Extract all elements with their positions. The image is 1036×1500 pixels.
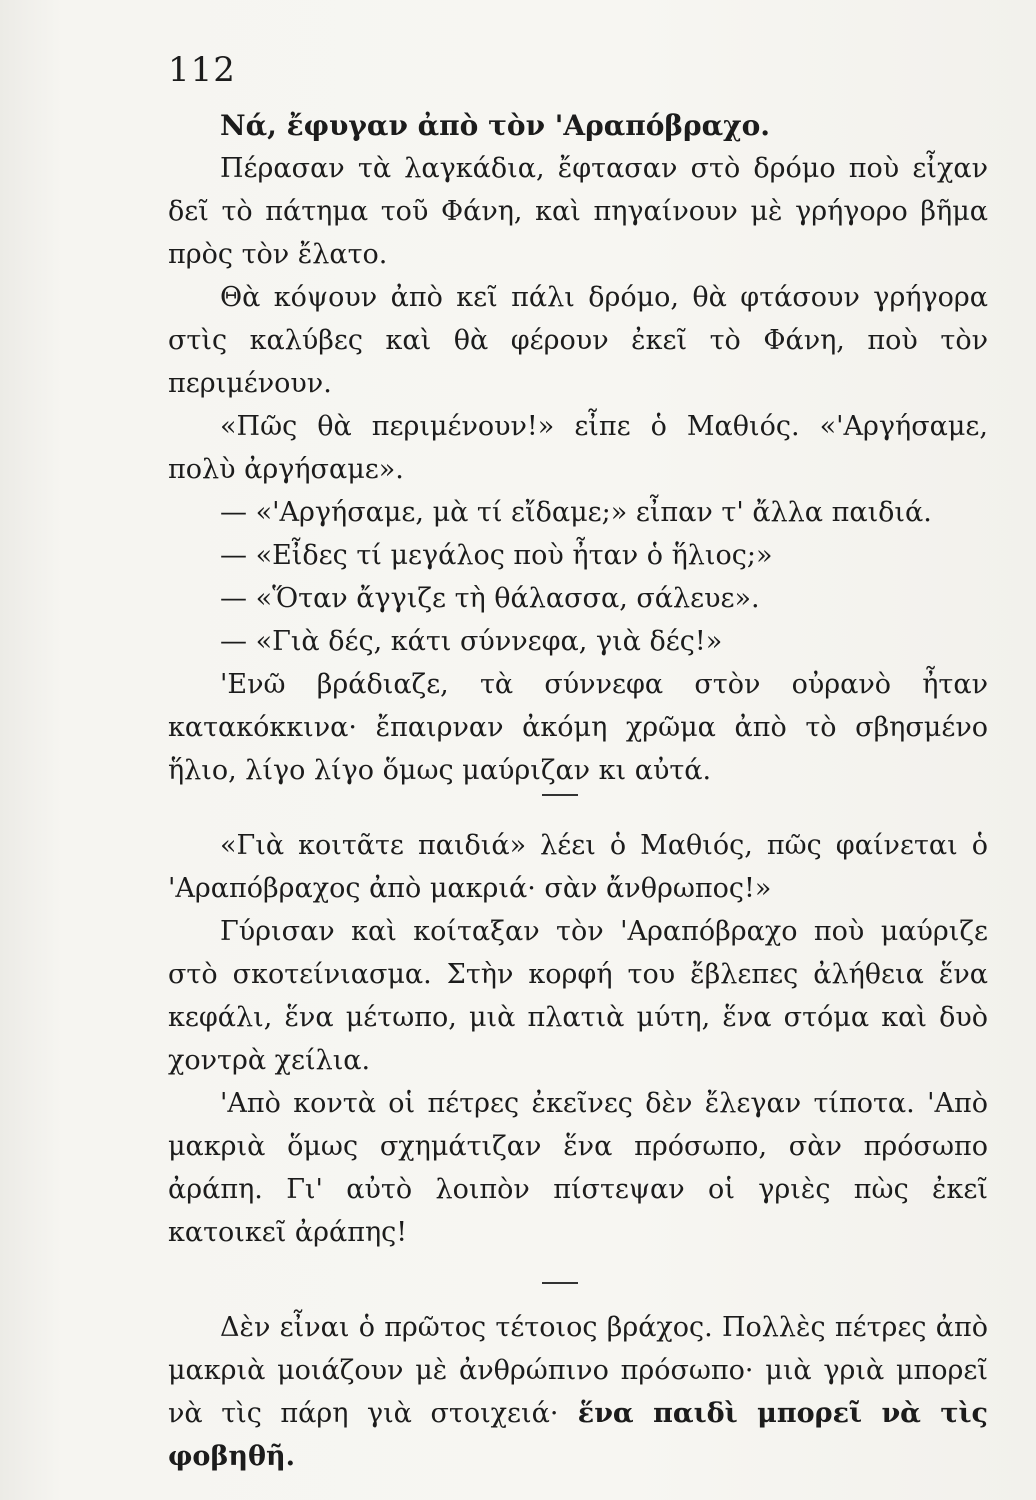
paragraph: 'Απὸ κοντὰ οἱ πέτρες ἐκεῖνες δὲν ἔλεγαν τίποτα. 'Απὸ μακριὰ ὅμως σχημάτιζαν ἕνα πρόσωπο, σὰν πρόσωπο ἀράπη. Γι' αὐτὸ λοιπὸν πίστεψαν οἱ γριὲς πὼς ἐκεῖ κατοικεῖ ἀράπης! (168, 1088, 988, 1248)
paragraph: Πέρασαν τὰ λαγκάδια, ἔφτασαν στὸ δρόμο ποὺ εἶχαν δεῖ τὸ πάτημα τοῦ Φάνη, καὶ πηγαίνουν μὲ γρήγορο βῆμα πρὸς τὸν ἔλατο. (168, 153, 988, 270)
dialogue-line: — «Εἶδες τί μεγάλος ποὺ ἦταν ὁ ἥλιος;» (220, 540, 773, 571)
paragraph: 'Ενῶ βράδιαζε, τὰ σύννεφα στὸν οὐρανὸ ἦταν κατακόκκινα· ἔπαιρναν ἀκόμη χρῶμα ἀπὸ τὸ σβησμένο ἥλιο, λίγο λίγο ὅμως μαύριζαν κι αὐτά. (168, 669, 988, 786)
paragraph-bold-text: ἕνα παιδὶ μπορεῖ νὰ τὶς φοβηθῆ. (168, 1398, 988, 1472)
section-divider (542, 1282, 578, 1284)
paragraph-text: Δὲν εἶναι ὁ πρῶτος τέτοιος βράχος. Πολλὲς πέτρες ἀπὸ μακριὰ μοιάζουν μὲ ἀνθρώπινο πρόσωπο· μιὰ γριὰ μπορεῖ νὰ τὶς πάρη γιὰ στοιχειά· (168, 1312, 988, 1429)
text-block-1 (168, 104, 988, 792)
dialogue-line: — «Ὅταν ἄγγιζε τὴ θάλασσα, σάλευε». (220, 583, 760, 614)
text-block-3 (168, 1306, 988, 1478)
page-number: 112 (168, 50, 236, 90)
text-block-2 (168, 824, 988, 1254)
paragraph: «Πῶς θὰ περιμένουν!» εἶπε ὁ Μαθιός. «'Αργήσαμε, πολὺ ἀργήσαμε». (168, 411, 988, 485)
paragraph: Γύρισαν καὶ κοίταξαν τὸν 'Αραπόβραχο ποὺ μαύριζε στὸ σκοτείνιασμα. Στὴν κορφή του ἔβλεπες ἀλήθεια ἕνα κεφάλι, ἕνα μέτωπο, μιὰ πλατιὰ μύτη, ἕνα στόμα καὶ δυὸ χοντρὰ χείλια. (168, 916, 988, 1076)
dialogue-line: — «Γιὰ δές, κάτι σύννεφα, γιὰ δές!» (220, 626, 723, 657)
paragraph (168, 1306, 988, 1478)
section-divider (542, 794, 578, 796)
paragraph: Θὰ κόψουν ἀπὸ κεῖ πάλι δρόμο, θὰ φτάσουν γρήγορα στὶς καλύβες καὶ θὰ φέρουν ἐκεῖ τὸ Φάνη, ποὺ τὸν περιμένουν. (168, 282, 988, 399)
paragraph: «Γιὰ κοιτᾶτε παιδιά» λέει ὁ Μαθιός, πῶς φαίνεται ὁ 'Αραπόβραχος ἀπὸ μακριά· σὰν ἄνθρωπος!» (168, 830, 988, 904)
opening-line: Νά, ἔφυγαν ἀπὸ τὸν 'Αραπόβραχο. (220, 109, 771, 142)
dialogue-line: — «'Αργήσαμε, μὰ τί εἴδαμε;» εἶπαν τ' ἄλλα παιδιά. (220, 497, 932, 528)
